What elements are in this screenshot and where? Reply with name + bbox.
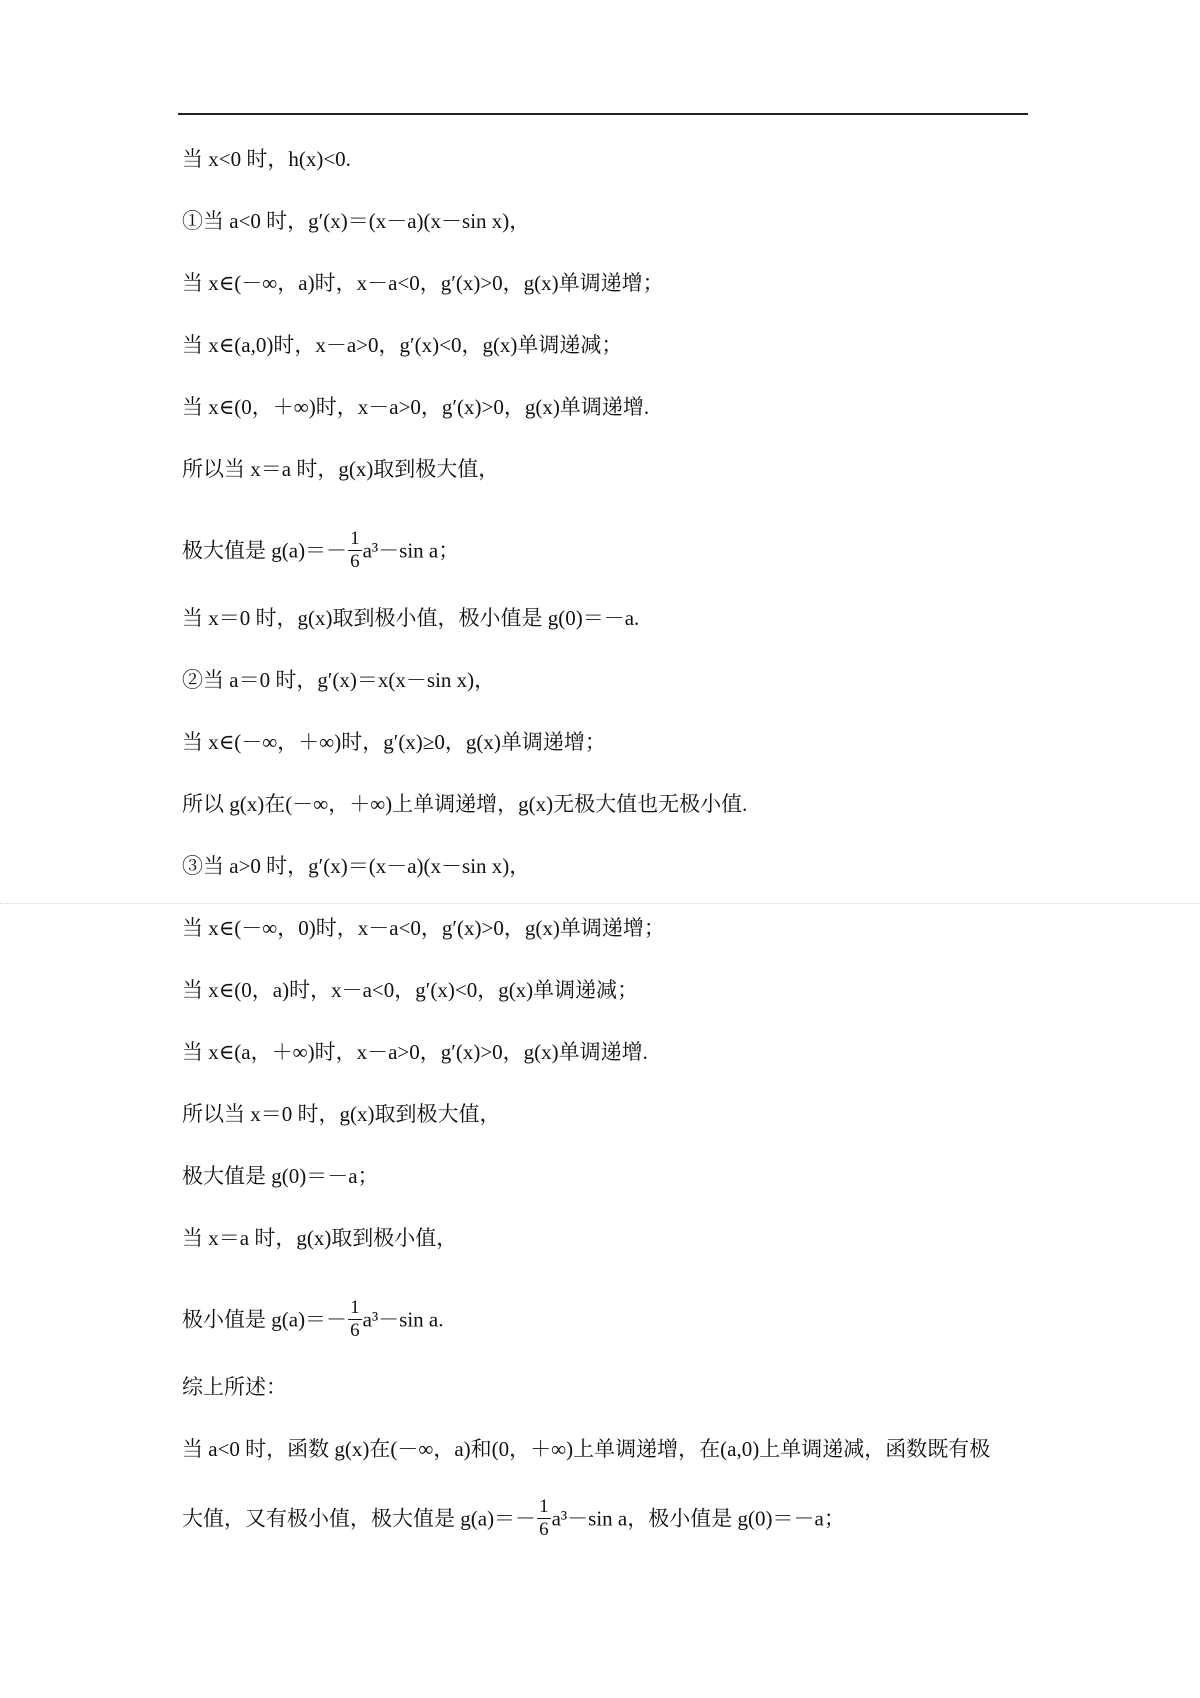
fraction-denominator: 6 bbox=[539, 1519, 549, 1540]
formula-prefix: 极大值是 g(a)＝－ bbox=[182, 538, 348, 563]
fraction bbox=[537, 1496, 551, 1541]
formula-suffix: a³－sin a，极小值是 g(0)＝－a； bbox=[551, 1506, 845, 1531]
text-line: 当 x∈(0，＋∞)时，x－a>0，g′(x)>0，g(x)单调递增. bbox=[182, 395, 650, 419]
fraction-denominator: 6 bbox=[350, 1320, 360, 1341]
text-line: 当 x∈(0，a)时，x－a<0，g′(x)<0，g(x)单调递减； bbox=[182, 978, 639, 1002]
text-line: 所以 g(x)在(－∞，＋∞)上单调递增，g(x)无极大值也无极小值. bbox=[182, 792, 748, 816]
header-rule bbox=[178, 113, 1028, 115]
text-line: 当 x<0 时，h(x)<0. bbox=[182, 147, 351, 171]
formula-suffix: a³－sin a. bbox=[362, 1307, 444, 1332]
formula-prefix: 大值，又有极小值，极大值是 g(a)＝－ bbox=[182, 1506, 537, 1531]
fraction-numerator: 1 bbox=[539, 1496, 549, 1517]
text-line: ①当 a<0 时，g′(x)＝(x－a)(x－sin x)， bbox=[182, 209, 531, 233]
text-line: 综上所述： bbox=[182, 1375, 287, 1399]
text-line: ③当 a>0 时，g′(x)＝(x－a)(x－sin x)， bbox=[182, 854, 531, 878]
text-line: 当 x∈(－∞，0)时，x－a<0，g′(x)>0，g(x)单调递增； bbox=[182, 916, 665, 940]
formula-prefix: 极小值是 g(a)＝－ bbox=[182, 1307, 348, 1332]
summary-line bbox=[182, 1498, 845, 1543]
fraction-numerator: 1 bbox=[350, 1297, 360, 1318]
fraction-denominator: 6 bbox=[350, 551, 360, 572]
text-line: 当 x∈(a，＋∞)时，x－a>0，g′(x)>0，g(x)单调递增. bbox=[182, 1040, 648, 1064]
page-break-separator bbox=[0, 903, 1200, 904]
formula-suffix: a³－sin a； bbox=[362, 538, 460, 563]
text-line: 当 x＝0 时，g(x)取到极小值，极小值是 g(0)＝－a. bbox=[182, 606, 640, 630]
min-value-line bbox=[182, 1299, 444, 1344]
text-line: 当 x∈(a,0)时，x－a>0，g′(x)<0，g(x)单调递减； bbox=[182, 333, 623, 357]
fraction bbox=[348, 1297, 362, 1342]
text-line: ②当 a＝0 时，g′(x)＝x(x－sin x)， bbox=[182, 668, 496, 692]
max-value-line bbox=[182, 530, 459, 575]
text-line: 当 a<0 时，函数 g(x)在(－∞，a)和(0，＋∞)上单调递增，在(a,0)上单调递减，函数既有极 bbox=[182, 1437, 991, 1461]
text-line: 当 x＝a 时，g(x)取到极小值， bbox=[182, 1226, 458, 1250]
text-line: 当 x∈(－∞，＋∞)时，g′(x)≥0，g(x)单调递增； bbox=[182, 730, 606, 754]
text-line: 极大值是 g(0)＝－a； bbox=[182, 1164, 379, 1188]
text-line: 所以当 x＝0 时，g(x)取到极大值， bbox=[182, 1102, 501, 1126]
text-line: 所以当 x＝a 时，g(x)取到极大值， bbox=[182, 457, 500, 481]
text-line: 当 x∈(－∞，a)时，x－a<0，g′(x)>0，g(x)单调递增； bbox=[182, 271, 664, 295]
fraction-numerator: 1 bbox=[350, 528, 360, 549]
fraction bbox=[348, 528, 362, 573]
